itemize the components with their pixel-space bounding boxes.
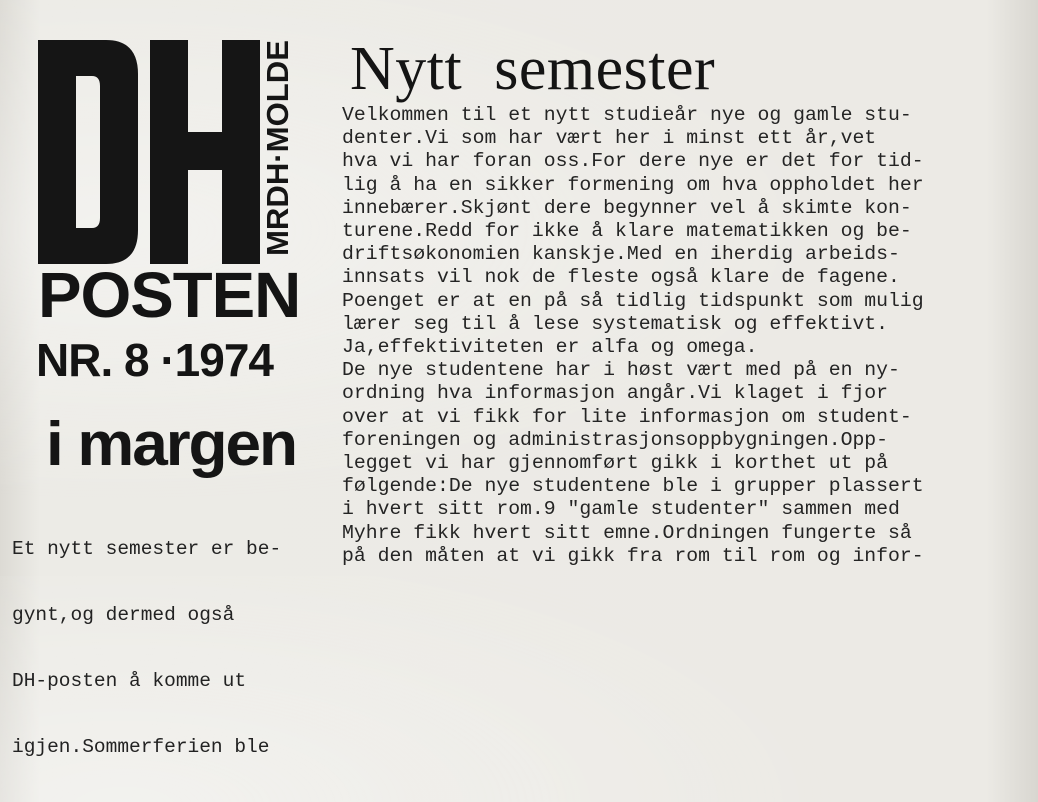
column-line: gynt,og dermed også — [12, 604, 235, 626]
paper-name: POSTEN — [38, 259, 301, 331]
logo-letter-d — [38, 40, 138, 264]
column-line: DH-posten å komme ut — [12, 670, 247, 692]
column-title-logo — [44, 407, 299, 487]
article-line: turene.Redd for ikke å klare matematikken og be- — [342, 220, 912, 243]
article-line: Myhre fikk hvert sitt emne.Ordningen fungerte så — [342, 521, 912, 544]
article-line: innebærer.Skjønt dere begynner vel å skimte kon- — [342, 196, 912, 219]
article-line: Poenget er at en på så tidlig tidspunkt som mulig — [342, 289, 924, 312]
article-line: innsats vil nok de fleste også klare de fagene. — [342, 266, 900, 289]
column-text — [12, 494, 332, 802]
logo-side-text: MRDH·MOLDE — [260, 40, 295, 256]
article-line: driftsøkonomien kanskje.Med en iherdig arbeids- — [342, 243, 900, 266]
article-line: på den måten at vi gikk fra rom til rom og infor- — [342, 544, 924, 567]
logo-letter-h — [150, 40, 260, 264]
article-line: lærer seg til å lese systematisk og effektivt. — [342, 312, 889, 335]
article-line: legget vi har gjennomført gikk i korthet ut på — [342, 452, 889, 475]
article-headline: Nytt semester — [350, 35, 716, 103]
column-title: i margen — [46, 410, 296, 479]
article-line: lig å ha en sikker formening om hva oppholdet her — [342, 173, 924, 196]
article-line: De nye studentene har i høst vært med på en ny- — [342, 359, 900, 382]
column-line: igjen.Sommerferien ble — [12, 736, 270, 758]
article-line: hva vi har foran oss.For dere nye er det for tid- — [342, 150, 924, 173]
article-body — [342, 104, 924, 568]
article-line: Velkommen til et nytt studieår nye og gamle stu- — [342, 104, 912, 126]
column-line: Et nytt semester er be- — [12, 538, 282, 560]
masthead — [34, 34, 324, 394]
article-line: over at vi fikk for lite informasjon om student- — [342, 405, 912, 428]
article-line: Ja,effektiviteten er alfa og omega. — [342, 336, 758, 359]
article-line: i hvert sitt rom.9 "gamle studenter" sammen med — [342, 498, 900, 521]
issue-number: NR. 8 ·1974 — [36, 334, 274, 386]
article-line: følgende:De nye studentene ble i grupper plassert — [342, 475, 924, 498]
article-line: foreningen og administrasjonsoppbygningen.Opp- — [342, 428, 889, 451]
article-line: denter.Vi som har vært her i minst ett år,vet — [342, 127, 877, 150]
article-line: ordning hva informasjon angår.Vi klaget i fjor — [342, 382, 889, 405]
dh-logo — [34, 34, 294, 264]
